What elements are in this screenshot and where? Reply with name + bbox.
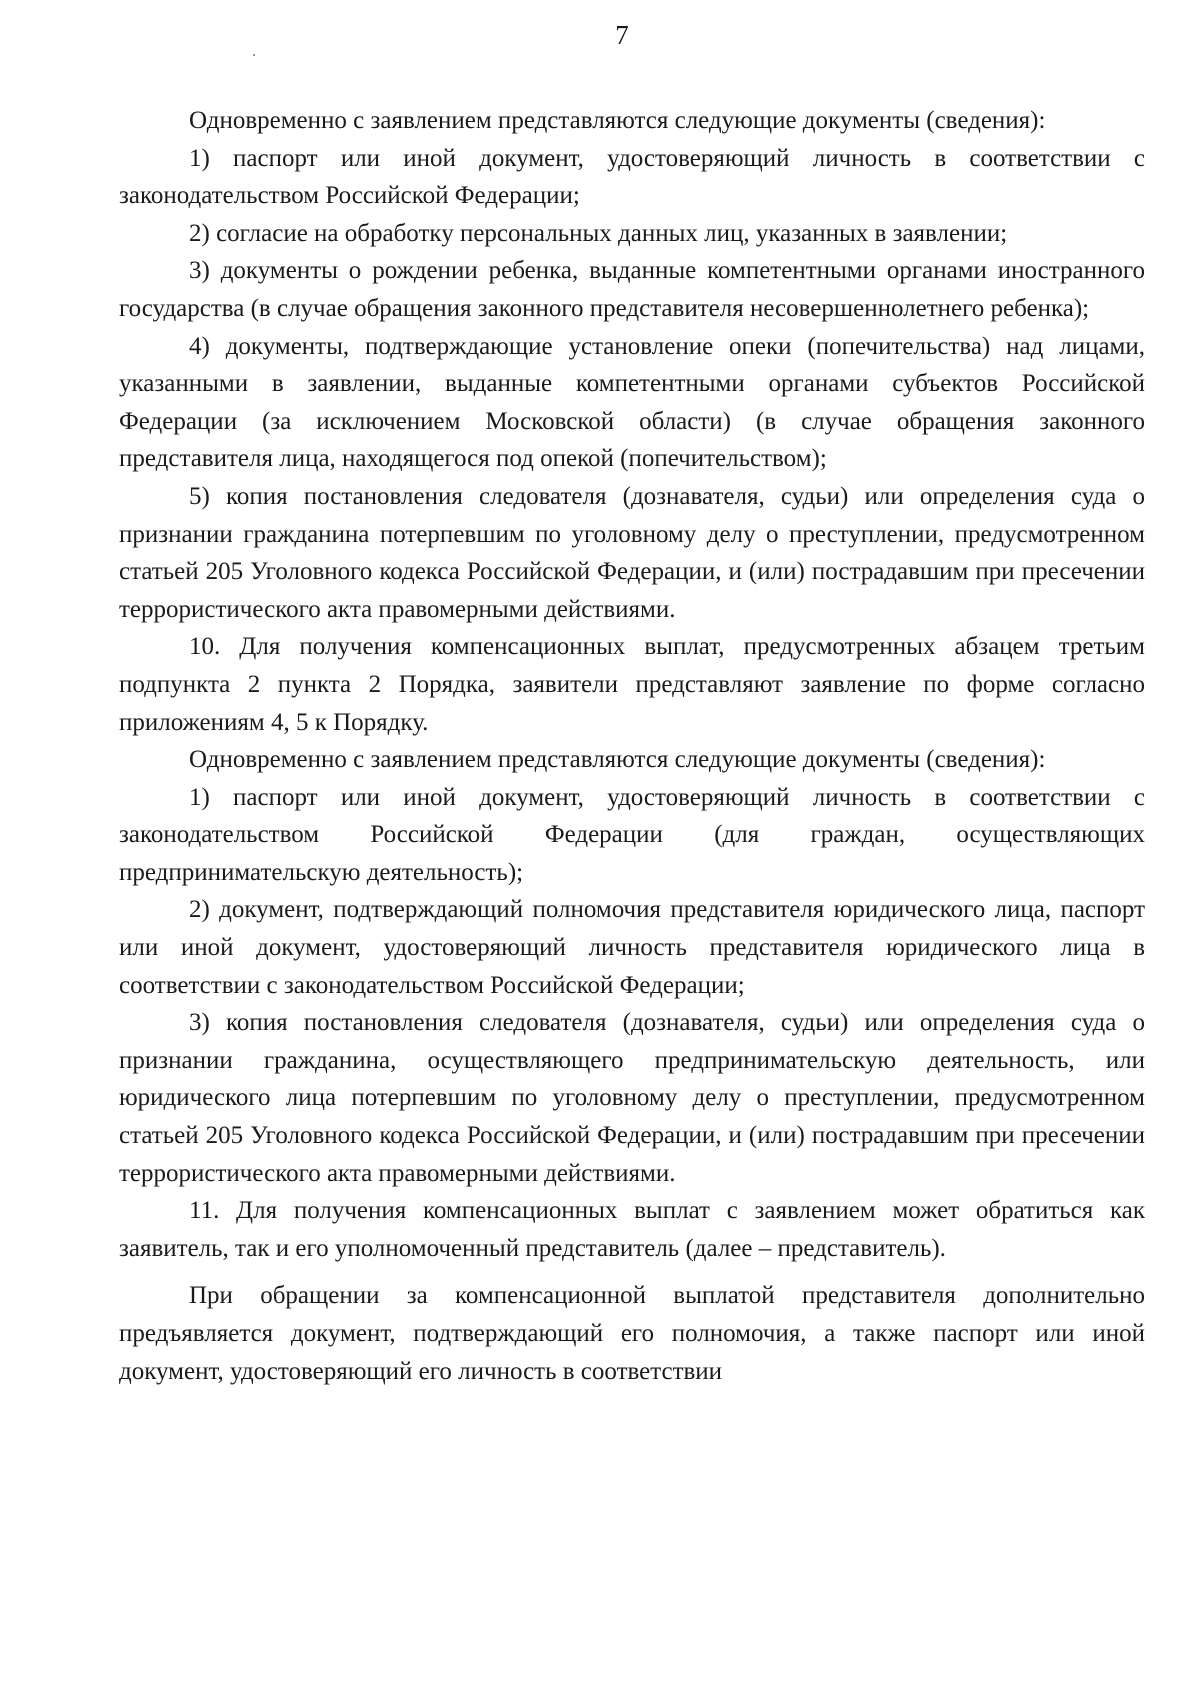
paragraph-item-1-passport: 1) паспорт или иной документ, удостоверяющий личность в соответствии с законодательством Российской Федерации; bbox=[119, 144, 1145, 210]
document-body bbox=[119, 102, 1145, 1390]
paragraph-documents-intro: Одновременно с заявлением представляются следующие документы (сведения): bbox=[189, 107, 1046, 134]
scan-speck bbox=[253, 54, 255, 56]
paragraph-representative-documents: При обращении за компенсационной выплатой представителя дополнительно предъявляется документ, подтверждающий его полномочия, а также паспорт или иной документ, удостоверяющий его личность в соответствии bbox=[119, 1282, 1145, 1385]
paragraph-section-10: 10. Для получения компенсационных выплат, предусмотренных абзацем третьим подпункта 2 пункта 2 Порядка, заявители представляют заявление по форме согласно приложениям 4, 5 к Порядку. bbox=[119, 633, 1145, 736]
page-number: 7 bbox=[615, 20, 629, 50]
paragraph-section-11: 11. Для получения компенсационных выплат с заявлением может обратиться как заявитель, так и его уполномоченный представитель (далее – представитель). bbox=[119, 1197, 1145, 1262]
paragraph-item-4-guardianship: 4) документы, подтверждающие установление опеки (попечительства) над лицами, указанными в заявлении, выданные компетентными органами субъектов Российской Федерации (за исключением Московской области) (в случае обращения законного представителя лица, находящегося под опекой (попечительством); bbox=[119, 332, 1145, 473]
paragraph-item-3-resolution-copy: 3) копия постановления следователя (дознавателя, судьи) или определения суда о признании гражданина, осуществляющего предпринимательскую деятельность, или юридического лица потерпевшим по уголовному делу о преступлении, предусмотренном статьей 205 Уголовного кодекса Российской Федерации, и (или) пострадавшим при пресечении террористического акта правомерными действиями. bbox=[119, 1009, 1145, 1187]
paragraph-item-2-legal-entity-representative: 2) документ, подтверждающий полномочия представителя юридического лица, паспорт или иной документ, удостоверяющий личность представителя юридического лица в соответствии с законодательством Российской Федерации; bbox=[119, 896, 1145, 999]
paragraph-documents-intro-2: Одновременно с заявлением представляются следующие документы (сведения): bbox=[189, 746, 1046, 774]
paragraph-item-1-passport-entrepreneur: 1) паспорт или иной документ, удостоверяющий личность в соответствии с законодательством Российской Федерации (для граждан, осуществляющих предпринимательскую деятельность); bbox=[119, 783, 1145, 886]
paragraph-item-3-birth-documents: 3) документы о рождении ребенка, выданные компетентными органами иностранного государства (в случае обращения законного представителя несовершеннолетнего ребенка); bbox=[119, 257, 1145, 322]
paragraph-item-2-consent: 2) согласие на обработку персональных данных лиц, указанных в заявлении; bbox=[189, 219, 1008, 247]
paragraph-item-5-resolution-copy: 5) копия постановления следователя (дознавателя, судьи) или определения суда о признании гражданина потерпевшим по уголовному делу о преступлении, предусмотренном статьей 205 Уголовного кодекса Российской Федерации, и (или) пострадавшим при пресечении террористического акта правомерными действиями. bbox=[119, 482, 1145, 623]
